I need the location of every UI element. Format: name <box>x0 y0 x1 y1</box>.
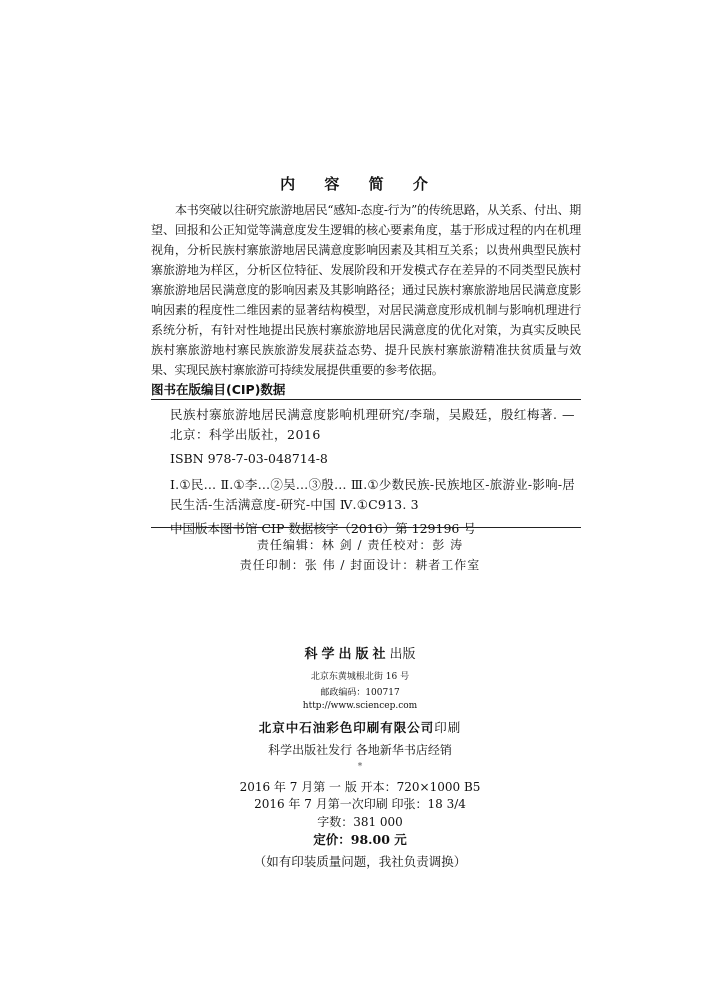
publisher-address: 北京东黄城根北街 16 号 <box>310 672 410 682</box>
staff-line-production: 责任印制：张 伟 / 封面设计：耕者工作室 <box>239 558 481 572</box>
printer-line <box>0 718 720 736</box>
cip-heading: 图书在版编目(CIP)数据 <box>151 382 286 397</box>
distribution-line: 科学出版社发行 各地新华书店经销 <box>268 743 452 757</box>
cip-record: 民族村寨旅游地居民满意度影响机理研究/李瑞，吴殿廷，殷红梅著. —北京：科学出版社，2016 <box>170 407 575 442</box>
staff-line-editors: 责任编辑：林 剑 / 责任校对：彭 涛 <box>256 538 464 552</box>
cip-bottom-rule <box>151 527 581 528</box>
price: 定价：98.00 元 <box>313 832 407 847</box>
cip-isbn: ISBN 978-7-03-048714-8 <box>170 451 328 466</box>
cip-data-number: 中国版本图书馆 CIP 数据核字（2016）第 129196 号 <box>170 521 476 536</box>
printer-suffix: 印刷 <box>434 720 462 735</box>
publisher-website: http://www.sciencep.com <box>302 701 418 711</box>
cip-classification: Ⅰ.①民… Ⅱ.①李…②吴…③殷… Ⅲ.①少数民族-民族地区-旅游业-影响-居民生活-生活满意度-研究-中国 Ⅳ.①C913. 3 <box>170 477 575 512</box>
cip-top-rule <box>151 399 581 400</box>
publisher-line <box>0 643 720 662</box>
publisher-postcode: 邮政编码：100717 <box>320 688 400 698</box>
publisher-name: 科学出版社 <box>304 647 390 662</box>
cip-block <box>170 405 575 539</box>
publisher-suffix: 出版 <box>389 647 416 662</box>
summary-title: 内 容 简 介 <box>280 175 440 193</box>
summary-body: 本书突破以往研究旅游地居民“感知-态度-行为”的传统思路，从关系、付出、期望、回报和公正知觉等满意度发生逻辑的核心要素角度，基于形成过程的内在机理视角，分析民族村寨旅游地居民满意度影响因素及其相互关系；以贵州典型民族村寨旅游地为样区，分析区位特征、发展阶段和开发模式存在差异的不同类型民族村寨旅游地居民满意度的影响因素及其影响路径；通过民族村寨旅游地居民满意度影响因素的程度性二维因素的显著结构模型，对居民满意度形成机制与影响机理进行系统分析，有针对性地提出民族村寨旅游地居民满意度的优化对策，为真实反映民族村寨旅游地村寨民族旅游发展获益态势、提升民族村寨旅游精准扶贫质量与效果、实现民族村寨旅游可持续发展提供重要的参考依据。 <box>151 203 581 377</box>
separator-mark: * <box>357 762 363 772</box>
edition-line: 2016 年 7 月第 一 版 开本：720×1000 B5 <box>239 780 481 794</box>
word-count: 字数：381 000 <box>317 815 403 829</box>
printer-name: 北京中石油彩色印刷有限公司 <box>258 720 435 735</box>
printing-line: 2016 年 7 月第一次印刷 印张：18 3/4 <box>254 797 466 811</box>
quality-notice: （如有印装质量问题，我社负责调换） <box>253 854 467 869</box>
